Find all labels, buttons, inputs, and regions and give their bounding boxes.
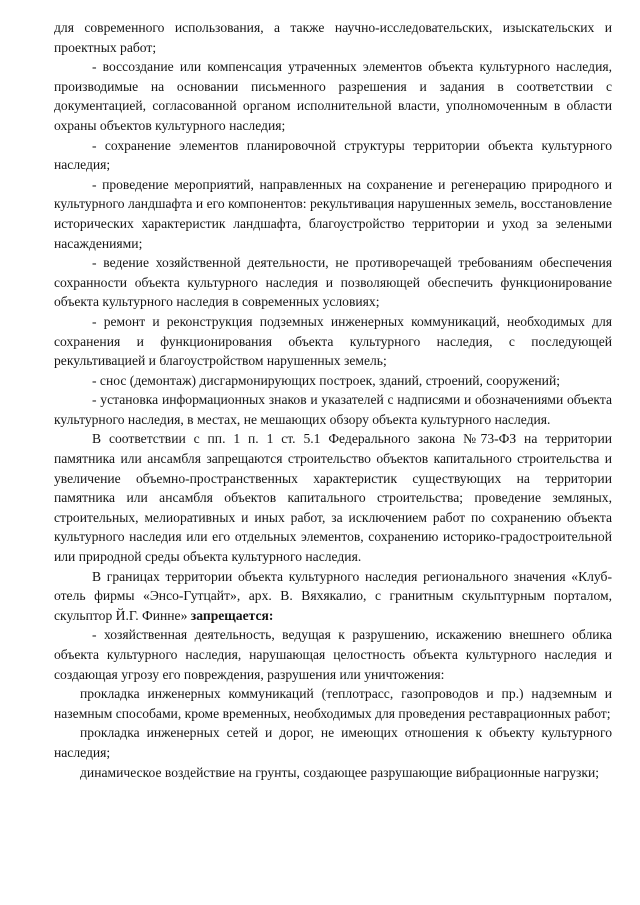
prohibition-item-dynamic-impact: динамическое воздействие на грунты, создающее разрушающие вибрационные нагрузки; — [80, 764, 600, 780]
list-item-information-signs: - установка информационных знаков и указателей с надписями и обозначениями объекта культурного наследия, в местах, не мешающих обзору объекта культурного наследия. — [54, 392, 612, 427]
prohibitions-intro-text: В границах территории объекта культурного наследия регионального значения «Клуб-отель фирмы «Энсо-Гутцайт», арх. В. Вяхякалио, с гранитным скульптурным порталом, скульптор Й.Г. Финне» — [54, 568, 612, 623]
list-item-planning-structure: - сохранение элементов планировочной структуры территории объекта культурного наследия; — [54, 137, 612, 173]
paragraph-prohibitions-intro — [54, 567, 612, 626]
prohibition-item-above-ground-utilities: прокладка инженерных коммуникаций (теплотрасс, газопроводов и пр.) надземным и наземным способами, кроме временных, необходимых для проведения реставрационных работ; — [54, 686, 612, 721]
list-item-underground-utilities: - ремонт и реконструкция подземных инженерных коммуникаций, необходимых для сохранения и функционирования объекта культурного наследия, с последующей рекультивацией и благоустройством нарушенных земель; — [54, 313, 612, 369]
paragraph-continuation: для современного использования, а также научно-исследовательских, изыскательских и проектных работ; — [54, 20, 612, 55]
prohibited-label: запрещается: — [190, 607, 274, 623]
paragraph-federal-law: В соответствии с пп. 1 п. 1 ст. 5.1 Федерального закона №73-ФЗ на территории памятника или ансамбля запрещаются строительство объектов капитального строительства и увеличение объемно-пространственных характеристик существующих на территории памятника или ансамбля объектов капитального строительства; проведение земляных, строительных, мелиоративных и иных работ, за исключением работ по сохранению объекта культурного наследия или его отдельных элементов, сохранению историко-градостроительной или природной среды объекта культурного наследия. — [54, 431, 612, 565]
list-item-economic-activity: - ведение хозяйственной деятельности, не противоречащей требованиям обеспечения сохранности объекта культурного наследия и позволяющей обеспечить функционирование объекта культурного наследия в современных условиях; — [54, 255, 612, 310]
list-item-landscape: - проведение мероприятий, направленных на сохранение и регенерацию природного и культурного ландшафта и его компонентов: рекультивация нарушенных земель, восстановление исторических характеристик ландшафта, благоустройство территории и уход за зелеными насаждениями; — [54, 176, 612, 251]
prohibition-item-economic: - хозяйственная деятельность, ведущая к разрушению, искажению внешнего облика объекта культурного наследия, нарушающая целостность объекта культурного наследия и создающая угрозу его повреждения, разрушения или уничтожения: — [54, 627, 612, 682]
prohibition-item-networks-roads: прокладка инженерных сетей и дорог, не имеющих отношения к объекту культурного наследия; — [54, 725, 612, 760]
list-item-demolition: - снос (демонтаж) дисгармонирующих построек, зданий, строений, сооружений; — [92, 372, 560, 388]
list-item-recreation: - воссоздание или компенсация утраченных элементов объекта культурного наследия, производимые на основании письменного разрешения и задания в соответствии с документацией, согласованной органом исполнительной власти, уполномоченным в области охраны объектов культурного наследия; — [54, 59, 612, 133]
